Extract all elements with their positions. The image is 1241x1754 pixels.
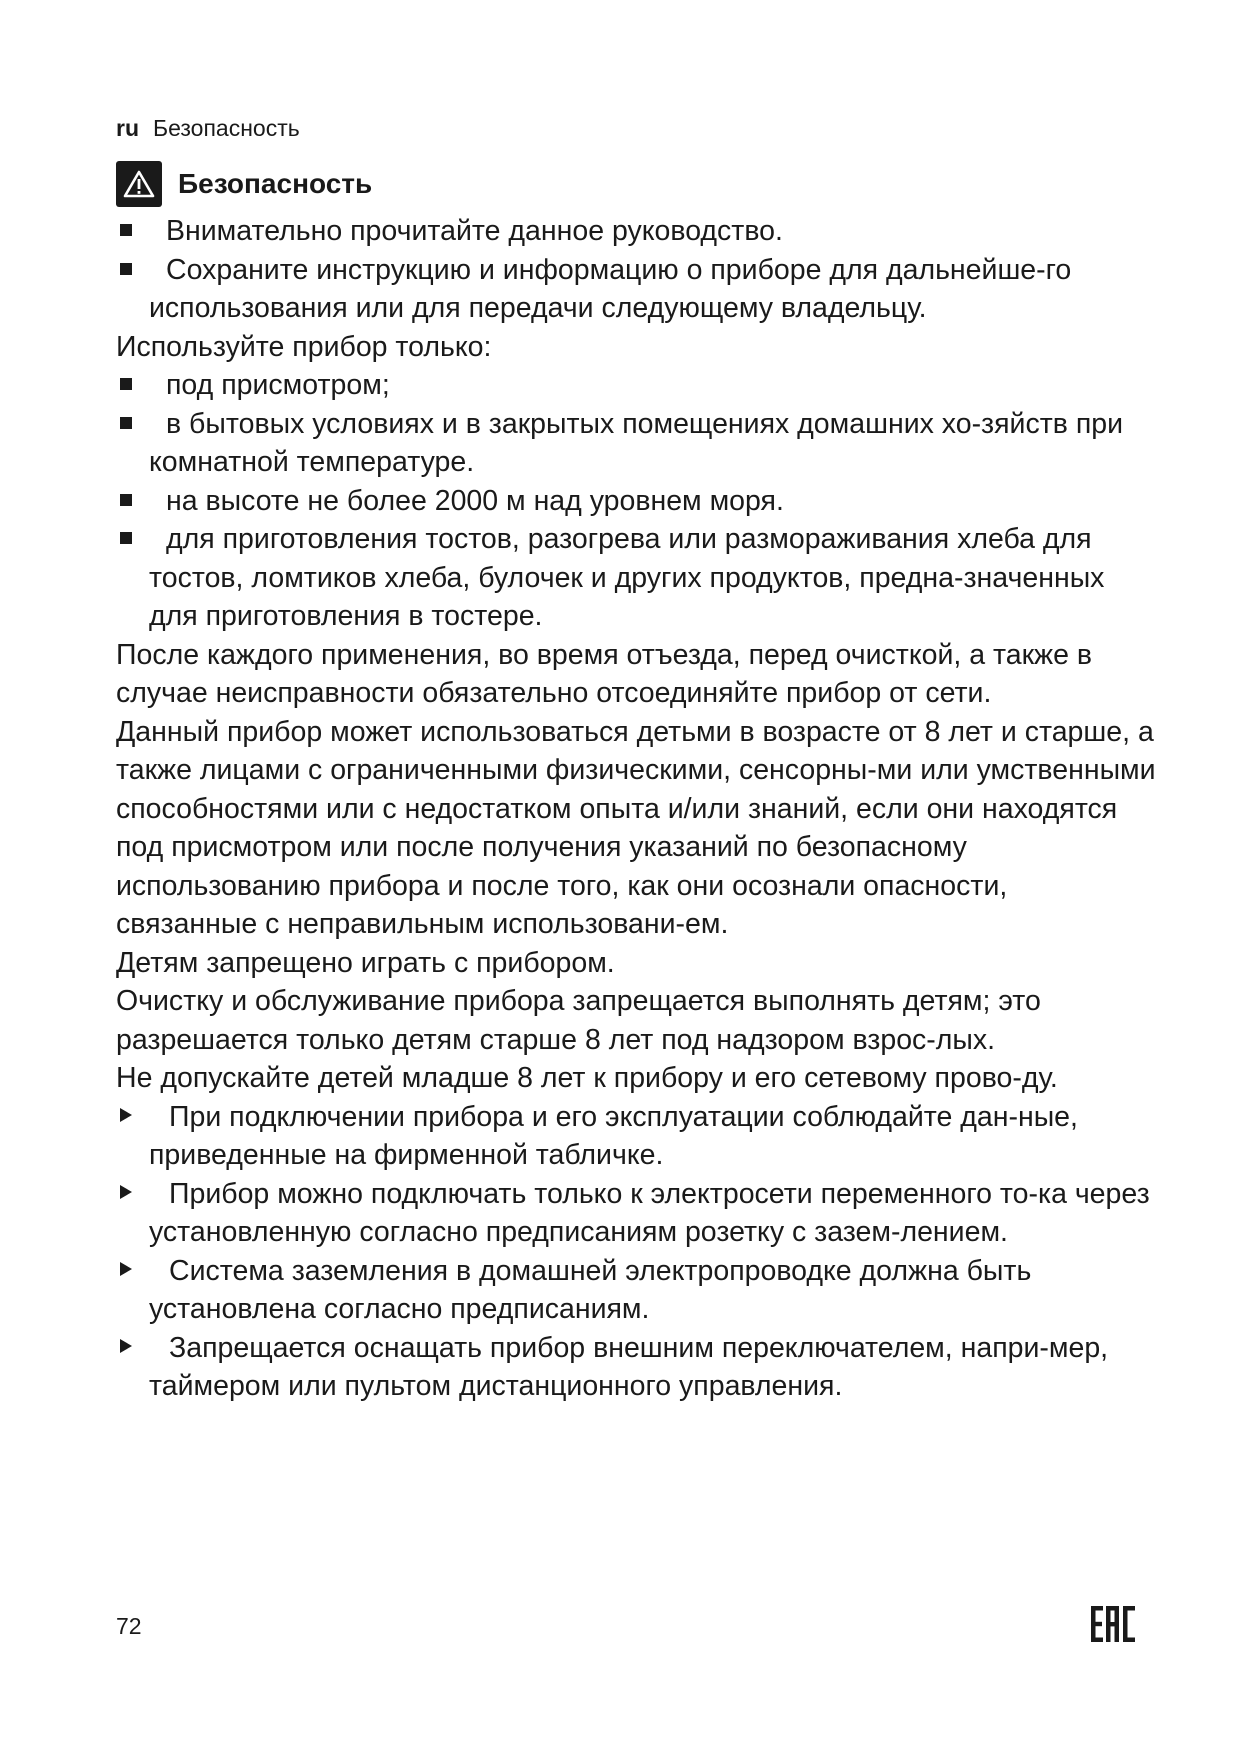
arrow-bullet-icon bbox=[116, 1098, 142, 1137]
list-item bbox=[116, 366, 1156, 405]
arrow-bullet-icon bbox=[116, 1175, 142, 1214]
language-code: ru bbox=[116, 115, 139, 141]
list-item bbox=[116, 405, 1156, 482]
paragraph: Очистку и обслуживание прибора запрещается выполнять детям; это разрешается только детям старше 8 лет под надзором взрос-лых. bbox=[116, 985, 1041, 1056]
paragraph: После каждого применения, во время отъезда, перед очисткой, а также в случае неисправности обязательно отсоединяйте прибор от сети. bbox=[116, 638, 1093, 709]
list-item-text: в бытовых условиях и в закрытых помещениях домашних хо-зяйств при комнатной температуре. bbox=[149, 407, 1124, 478]
section-heading bbox=[116, 161, 372, 207]
instructions-list bbox=[116, 212, 1156, 328]
paragraph: Данный прибор может использоваться детьми в возрасте от 8 лет и старше, а также лицами с ограниченными физическими, сенсорны-ми или умственными способностями или с недостатком опыта и/или знаний, если они находятся под присмотром или после получения указаний по безопасному использованию прибора и после того, как они осознали опасности, связанные с неправильным использовани-ем. bbox=[116, 715, 1156, 940]
usage-conditions-list bbox=[116, 366, 1156, 636]
paragraph: Детям запрещено играть с прибором. bbox=[116, 946, 615, 979]
list-item bbox=[116, 1329, 1156, 1406]
list-item bbox=[116, 1252, 1156, 1329]
list-item-text: на высоте не более 2000 м над уровнем моря. bbox=[166, 484, 784, 517]
list-item bbox=[116, 1175, 1156, 1252]
page-number: 72 bbox=[116, 1613, 142, 1639]
list-item-text: Система заземления в домашней электропроводке должна быть установлена согласно предписаниям. bbox=[149, 1254, 1032, 1325]
usage-intro: Используйте прибор только: bbox=[116, 330, 492, 363]
header-section: Безопасность bbox=[153, 115, 300, 141]
list-item bbox=[116, 482, 1156, 521]
square-bullet-icon bbox=[116, 366, 142, 405]
square-bullet-icon bbox=[116, 251, 142, 290]
list-item bbox=[116, 520, 1156, 636]
square-bullet-icon bbox=[116, 482, 142, 521]
eac-mark-icon bbox=[1091, 1604, 1135, 1644]
list-item-text: под присмотром; bbox=[166, 369, 390, 401]
square-bullet-icon bbox=[116, 520, 142, 559]
electrical-instructions-list bbox=[116, 1098, 1156, 1406]
list-item bbox=[116, 251, 1156, 328]
running-header bbox=[116, 114, 300, 142]
safety-content bbox=[116, 212, 1156, 1406]
arrow-bullet-icon bbox=[116, 1329, 142, 1368]
square-bullet-icon bbox=[116, 405, 142, 444]
list-item-text: Запрещается оснащать прибор внешним переключателем, напри-мер, таймером или пультом дистанционного управления. bbox=[149, 1331, 1109, 1402]
arrow-bullet-icon bbox=[116, 1252, 142, 1291]
list-item-text: Прибор можно подключать только к электросети переменного то-ка через установленную согласно предписаниям розетку с зазем-лением. bbox=[149, 1177, 1150, 1248]
paragraph: Не допускайте детей младше 8 лет к прибору и его сетевому прово-ду. bbox=[116, 1062, 1058, 1094]
list-item-text: Внимательно прочитайте данное руководство. bbox=[166, 215, 783, 247]
page-title: Безопасность bbox=[178, 168, 373, 199]
list-item-text: для приготовления тостов, разогрева или размораживания хлеба для тостов, ломтиков хлеба, булочек и других продуктов, предна-значенных для приготовления в тостере. bbox=[149, 523, 1105, 632]
list-item-text: При подключении прибора и его эксплуатации соблюдайте дан-ные, приведенные на фирменной табличке. bbox=[149, 1100, 1078, 1171]
square-bullet-icon bbox=[116, 212, 142, 251]
warning-triangle-icon bbox=[116, 161, 162, 207]
list-item bbox=[116, 1098, 1156, 1175]
list-item bbox=[116, 212, 1156, 251]
manual-page bbox=[116, 0, 1156, 1754]
list-item-text: Сохраните инструкцию и информацию о приборе для дальнейше-го использования или для передачи следующему владельцу. bbox=[149, 253, 1072, 324]
